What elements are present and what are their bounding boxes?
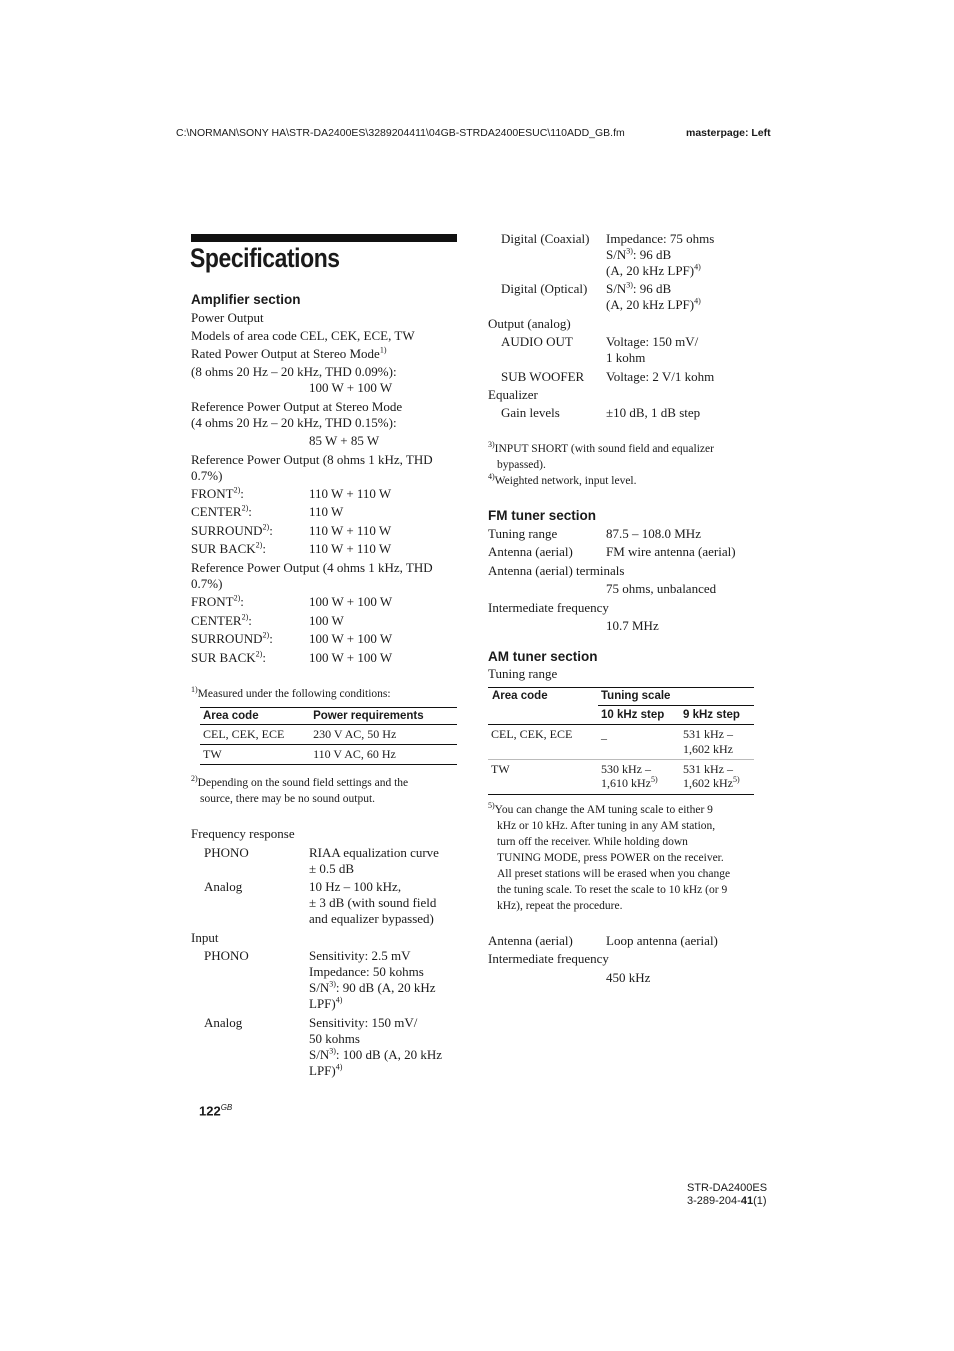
sub-woofer-label: SUB WOOFER: [501, 369, 585, 384]
table-header: Area code: [200, 708, 310, 725]
input-phono-impedance: Impedance: 50 kohms: [309, 964, 424, 979]
fm-if-value: 10.7 MHz: [606, 618, 659, 633]
am-antenna-label: Antenna (aerial): [488, 933, 573, 948]
table-header: Power requirements: [310, 708, 457, 725]
table-cell: 1,602 kHz$^{5)}$: [683, 775, 740, 790]
ref-stereo-label: Reference Power Output at Stereo Mode: [191, 399, 403, 414]
frequency-response-label: Frequency response: [191, 826, 295, 841]
footnote-5-line: kHz or 10 kHz. After tuning in any AM station,: [497, 820, 716, 832]
page-title: Specifications: [190, 243, 340, 273]
input-phono-sn: $S/N^{3)}$: 90 dB (A, 20 kHz: [309, 979, 436, 995]
masterpage-label: masterpage: Left: [686, 127, 771, 139]
input-phono-sensitivity: Sensitivity: 2.5 mV: [309, 948, 411, 963]
footnote-2: $^{2)}$Depending on the sound field settings and the: [191, 774, 409, 789]
ref4-front-label: FRONT$^{2)}$:: [191, 593, 244, 609]
footnote-4: $^{4)}$Weighted network, input level.: [488, 472, 637, 487]
ref4-surback-label: SUR BACK$^{2)}$:: [191, 649, 266, 665]
table-cell: 1,610 kHz$^{5)}$: [601, 775, 658, 790]
audio-out-label: AUDIO OUT: [501, 334, 573, 349]
footnote-5-line: kHz), repeat the procedure.: [497, 900, 623, 912]
fm-terminals-label: Antenna (aerial) terminals: [488, 563, 625, 578]
input-label: Input: [191, 930, 219, 945]
ref4-surround-label: SURROUND$^{2)}$:: [191, 630, 273, 646]
page-number: $122^{GB}$: [199, 1103, 233, 1119]
input-analog-label: Analog: [204, 1015, 243, 1030]
gain-levels-label: Gain levels: [501, 405, 560, 420]
rated-condition: (8 ohms 20 Hz – 20 kHz, THD 0.09%):: [191, 364, 397, 379]
table-header: Area code: [492, 690, 548, 702]
file-path: C:\NORMAN\SONY HA\STR-DA2400ES\3289204411\04GB-STRDA2400ESUC\110ADD_GB.fm: [176, 127, 625, 139]
output-analog-label: Output (analog): [488, 316, 571, 331]
ref4-center-label: CENTER$^{2)}$:: [191, 612, 252, 628]
freq-phono-label: PHONO: [204, 845, 249, 860]
fm-tuning-label: Tuning range: [488, 526, 558, 541]
footnote-2-cont: source, there may be no sound output.: [200, 793, 376, 805]
amplifier-heading: Amplifier section: [191, 292, 301, 307]
table-cell: TW: [491, 762, 510, 776]
sub-woofer-value: Voltage: 2 V/1 kohm: [606, 369, 715, 384]
input-phono-lpf: LPF)$^{4)}$: [309, 995, 343, 1011]
digital-coaxial-label: Digital (Coaxial): [501, 231, 590, 246]
am-if-label: Intermediate frequency: [488, 951, 609, 966]
table-cell: 230 V AC, 50 Hz: [310, 725, 457, 745]
table-cell: 531 kHz –: [683, 727, 733, 741]
fm-antenna-label: Antenna (aerial): [488, 544, 573, 559]
input-phono-label: PHONO: [204, 948, 249, 963]
table-row: [200, 745, 457, 765]
ref4-center-value: 100 W: [309, 613, 344, 628]
am-antenna-value: Loop antenna (aerial): [606, 933, 718, 948]
table-header: 9 kHz step: [683, 709, 740, 721]
fm-tuning-value: 87.5 – 108.0 MHz: [606, 526, 701, 541]
freq-phono-value: RIAA equalization curve: [309, 845, 439, 860]
freq-analog-value: 10 Hz – 100 kHz,: [309, 879, 402, 894]
ref8-surround-value: 110 W + 110 W: [309, 523, 392, 538]
ref-stereo-value: 85 W + 85 W: [309, 433, 380, 448]
table-cell: 1,602 kHz: [683, 742, 733, 756]
freq-analog-value-3: and equalizer bypassed): [309, 911, 434, 926]
table-cell: CEL, CEK, ECE: [200, 725, 310, 745]
table-row: [200, 725, 457, 745]
rated-label: Rated Power Output at Stereo Mode$^{1)}$: [191, 345, 387, 361]
models-label: Models of area code CEL, CEK, ECE, TW: [191, 328, 415, 343]
fm-if-label: Intermediate frequency: [488, 600, 609, 615]
am-if-value: 450 kHz: [606, 970, 651, 985]
freq-phono-value-2: ± 0.5 dB: [309, 861, 355, 876]
footnote-3-cont: bypassed).: [497, 459, 546, 471]
ref4-surback-value: 100 W + 100 W: [309, 650, 393, 665]
ref8-front-label: FRONT$^{2)}$:: [191, 485, 244, 501]
input-analog-sensitivity: Sensitivity: 150 mV/: [309, 1015, 418, 1030]
table-cell: 531 kHz –: [683, 762, 733, 776]
title-bar: [191, 234, 457, 242]
digital-optical-label: Digital (Optical): [501, 281, 588, 296]
fm-terminals-value: 75 ohms, unbalanced: [606, 581, 717, 596]
fm-heading: FM tuner section: [488, 508, 597, 523]
table-cell: 530 kHz –: [601, 762, 651, 776]
ref-stereo-condition: (4 ohms 20 Hz – 20 kHz, THD 0.15%):: [191, 415, 397, 430]
power-output-label: Power Output: [191, 310, 264, 325]
freq-analog-value-2: ± 3 dB (with sound field: [309, 895, 437, 910]
table-header: Tuning scale: [601, 690, 671, 702]
input-analog-sn: $S/N^{3)}$: 100 dB (A, 20 kHz: [309, 1046, 443, 1062]
coaxial-lpf: (A, 20 kHz LPF)$^{4)}$: [606, 262, 701, 278]
ref8-front-value: 110 W + 110 W: [309, 486, 392, 501]
input-analog-lpf: LPF)$^{4)}$: [309, 1062, 343, 1078]
footnote-1: $^{1)}$Measured under the following conditions:: [191, 685, 391, 700]
table-cell: 110 V AC, 60 Hz: [310, 745, 457, 765]
ref8-label-cont: 0.7%): [191, 468, 223, 483]
table-cell: CEL, CEK, ECE: [491, 727, 573, 741]
footnote-3: $^{3)}$INPUT SHORT (with sound field and equalizer: [488, 440, 714, 455]
ref4-surround-value: 100 W + 100 W: [309, 631, 393, 646]
ref8-center-label: CENTER$^{2)}$:: [191, 503, 252, 519]
rated-value: 100 W + 100 W: [309, 380, 393, 395]
footnote-5-line: All preset stations will be erased when you change: [497, 868, 731, 880]
footnote-5-line: the tuning scale. To reset the scale to 10 kHz (or 9: [497, 884, 728, 896]
power-requirements-table: [200, 707, 457, 765]
table-header: 10 kHz step: [601, 709, 665, 721]
fm-antenna-value: FM wire antenna (aerial): [606, 544, 736, 559]
am-tuning-table: [488, 687, 754, 795]
ref8-surround-label: SURROUND$^{2)}$:: [191, 522, 273, 538]
optical-lpf: (A, 20 kHz LPF)$^{4)}$: [606, 296, 701, 312]
equalizer-label: Equalizer: [488, 387, 538, 402]
table-cell: TW: [200, 745, 310, 765]
ref4-label-cont: 0.7%): [191, 576, 223, 591]
freq-analog-label: Analog: [204, 879, 243, 894]
ref4-front-value: 100 W + 100 W: [309, 594, 393, 609]
optical-sn: $S/N^{3)}$: 96 dB: [606, 280, 672, 296]
coaxial-impedance: Impedance: 75 ohms: [606, 231, 715, 246]
gain-levels-value: ±10 dB, 1 dB step: [606, 405, 701, 420]
footnote-5-line: turn off the receiver. While holding down: [497, 836, 688, 848]
ref4-label: Reference Power Output (4 ohms 1 kHz, THD: [191, 560, 433, 575]
ref8-surback-value: 110 W + 110 W: [309, 541, 392, 556]
audio-out-impedance: 1 kohm: [606, 350, 646, 365]
coaxial-sn: $S/N^{3)}$: 96 dB: [606, 246, 672, 262]
audio-out-voltage: Voltage: 150 mV/: [606, 334, 699, 349]
ref8-label: Reference Power Output (8 ohms 1 kHz, THD: [191, 452, 433, 467]
model-number: STR-DA2400ES: [687, 1182, 768, 1194]
table-cell: –: [601, 731, 607, 745]
ref8-surback-label: SUR BACK$^{2)}$:: [191, 540, 266, 556]
input-analog-impedance: 50 kohms: [309, 1031, 360, 1046]
am-heading: AM tuner section: [488, 649, 598, 664]
footnote-5-line: TUNING MODE, press POWER on the receiver.: [497, 852, 724, 864]
part-code: 3-289-204-41(1): [687, 1195, 767, 1207]
ref8-center-value: 110 W: [309, 504, 344, 519]
footnote-5: $^{5)}$You can change the AM tuning scale to either 9: [488, 801, 713, 816]
am-tuning-label: Tuning range: [488, 666, 558, 681]
